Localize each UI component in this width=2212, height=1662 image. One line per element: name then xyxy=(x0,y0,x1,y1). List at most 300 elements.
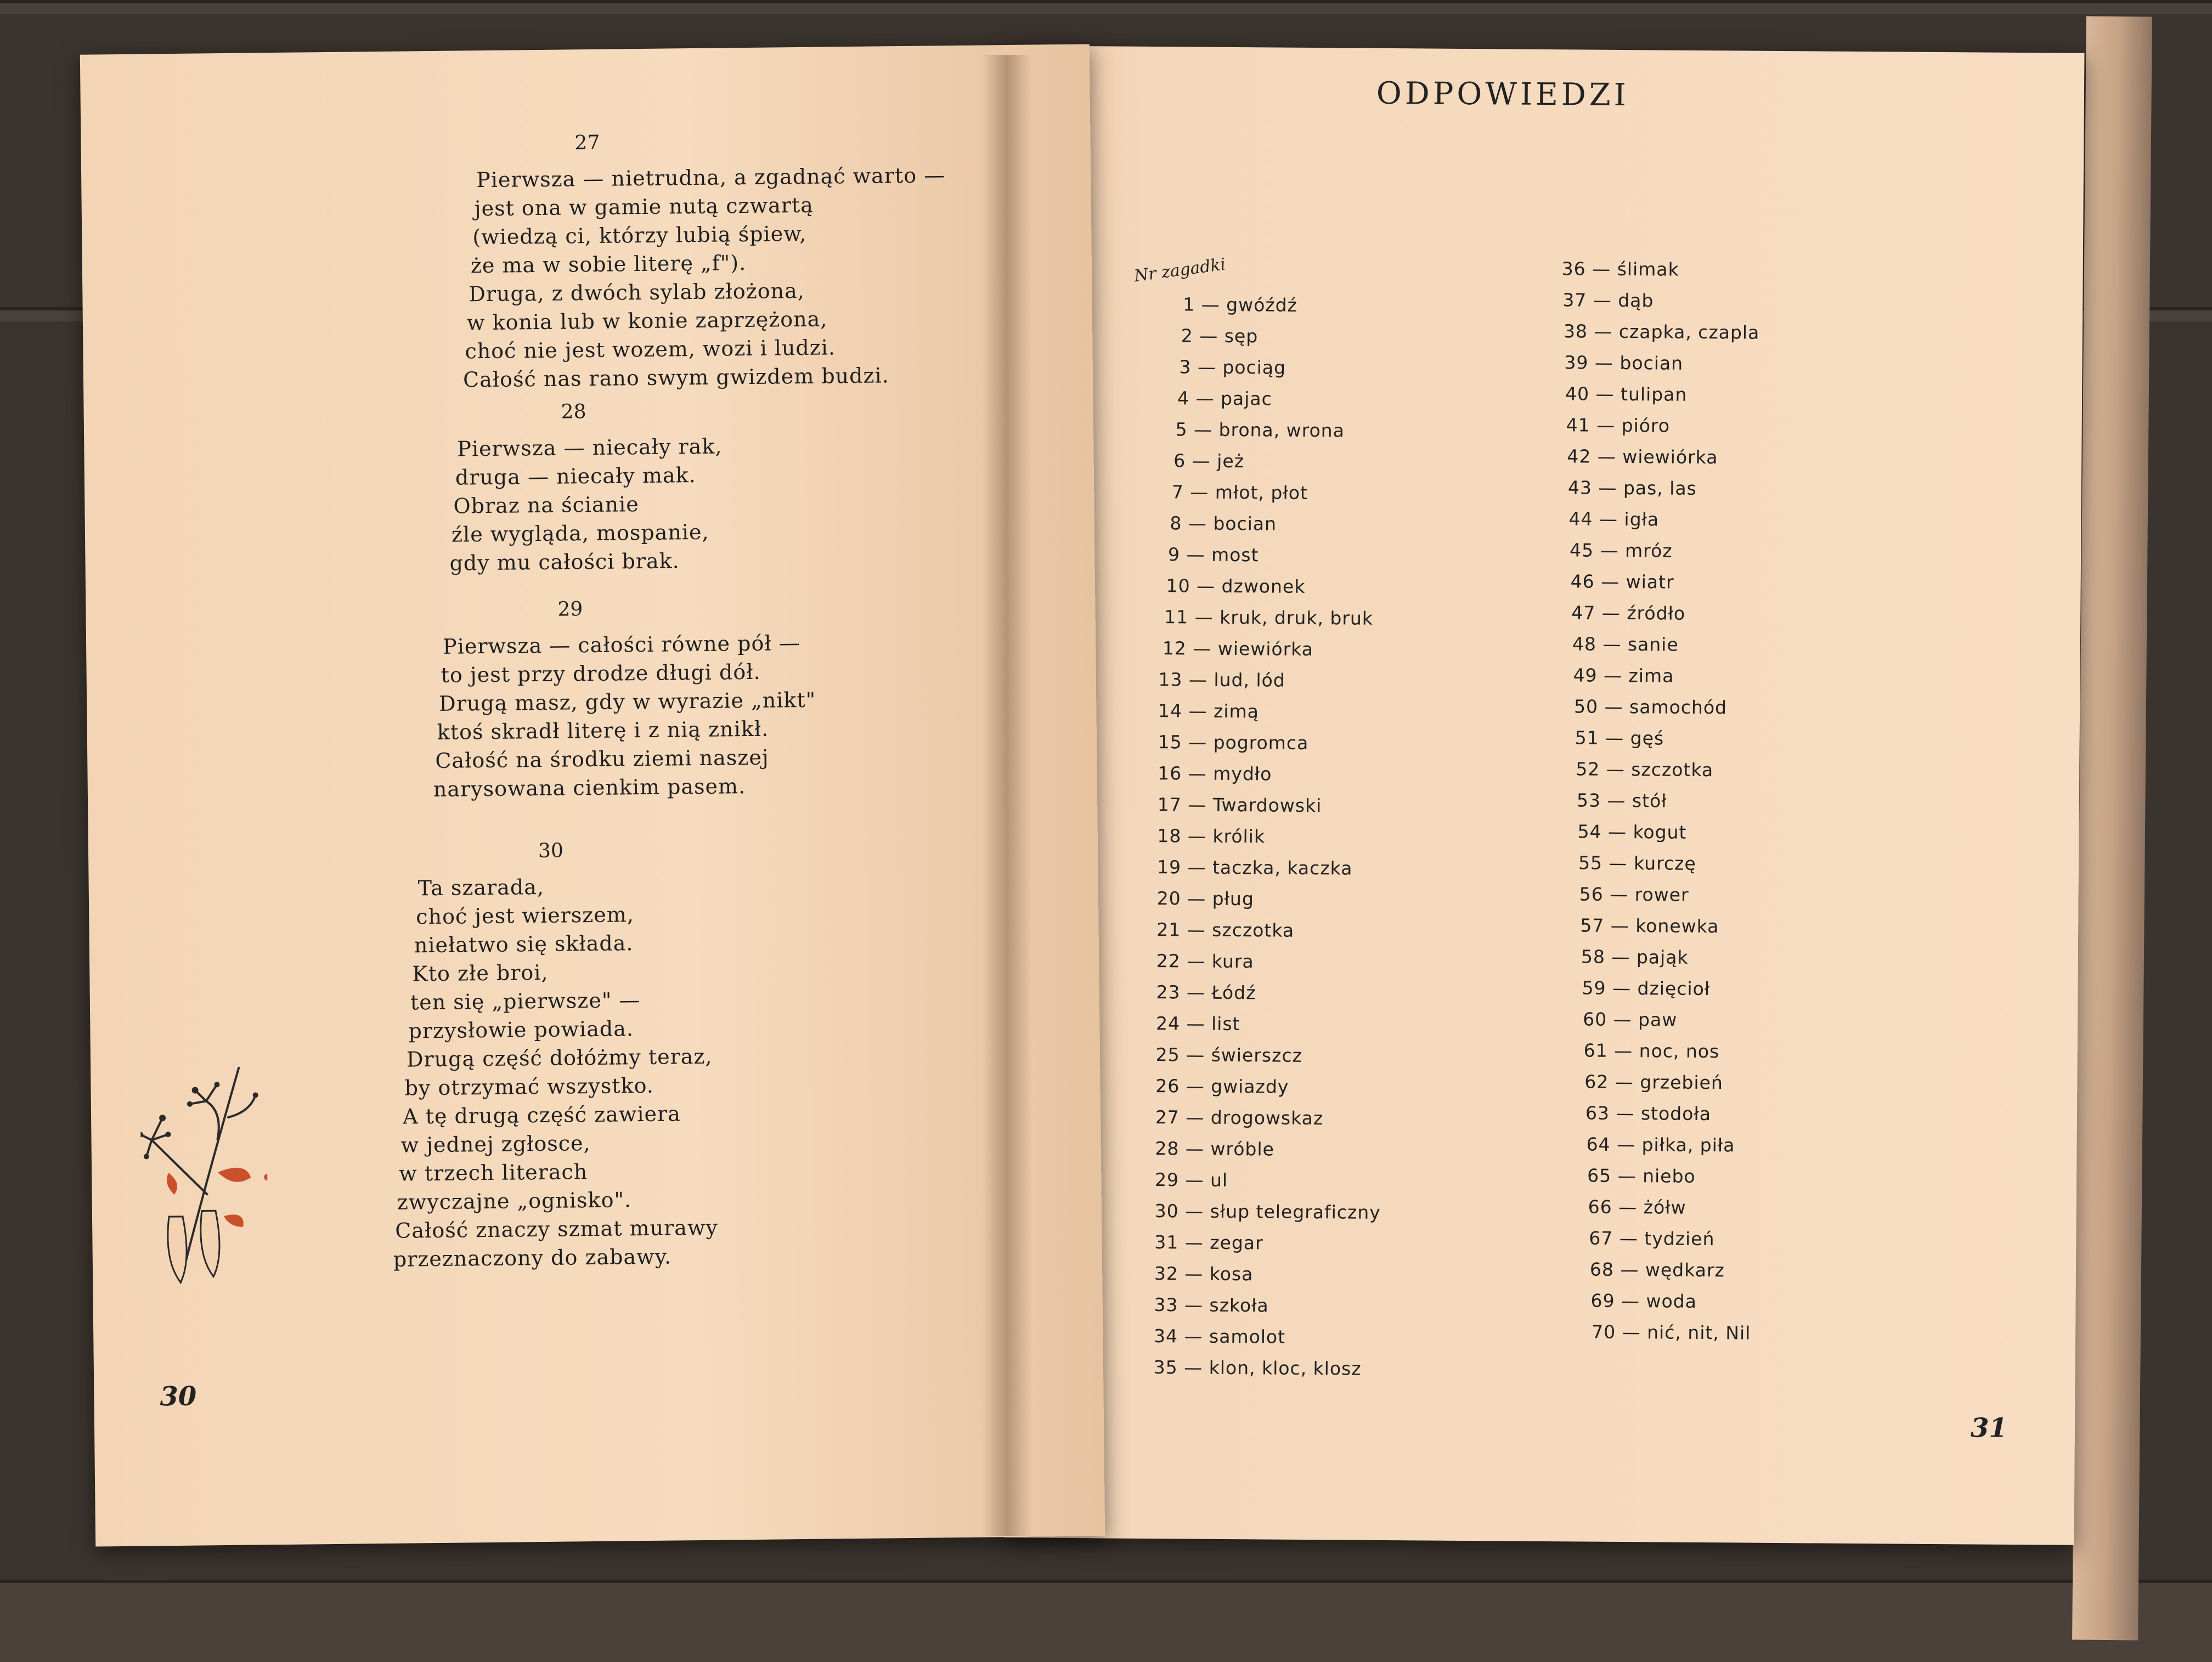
answer-item xyxy=(1156,950,1254,972)
answer-dash: — xyxy=(1612,1196,1644,1218)
answer-text: dąb xyxy=(1618,289,1654,312)
answer-item xyxy=(1584,1071,1723,1094)
answer-item xyxy=(1564,320,1760,343)
answer-dash: — xyxy=(1604,914,1636,937)
book-spine-shadow xyxy=(982,55,1031,1536)
answer-item xyxy=(1577,821,1686,843)
book-page-edges xyxy=(2072,16,2152,1641)
riddle-verse-line: Całość znaczy szmat murawy xyxy=(395,1215,719,1243)
answer-number: 26 xyxy=(1155,1075,1180,1097)
answer-number: 68 xyxy=(1589,1258,1615,1280)
answer-dash: — xyxy=(1591,445,1623,467)
answer-dash: — xyxy=(1607,1039,1639,1062)
answer-item xyxy=(1168,544,1259,566)
riddle-verse-line: Ta szarada, xyxy=(417,874,545,901)
answer-item xyxy=(1156,919,1294,941)
answer-text: sanie xyxy=(1627,634,1679,655)
answer-item xyxy=(1158,700,1259,722)
answer-item xyxy=(1578,852,1696,874)
answer-number: 29 xyxy=(1154,1169,1180,1191)
answer-text: list xyxy=(1211,1013,1240,1035)
answer-dash: — xyxy=(1182,700,1214,722)
answer-dash: — xyxy=(1611,1164,1643,1187)
answer-number: 50 xyxy=(1573,696,1599,717)
answer-number: 40 xyxy=(1565,383,1590,405)
answer-number: 32 xyxy=(1154,1263,1179,1285)
answer-number: 15 xyxy=(1158,731,1182,753)
answer-dash: — xyxy=(1193,325,1224,347)
answer-text: stodoła xyxy=(1640,1103,1712,1125)
answer-number: 21 xyxy=(1156,919,1181,941)
answer-text: zima xyxy=(1628,665,1674,687)
answer-number: 4 xyxy=(1177,387,1190,409)
answer-dash: — xyxy=(1183,481,1215,503)
answer-text: piłka, piła xyxy=(1641,1134,1735,1156)
riddle-verse-line: Pierwsza — nietrudna, a zgadnąć warto — xyxy=(476,163,946,193)
answer-item xyxy=(1572,633,1679,655)
answer-number: 55 xyxy=(1578,852,1603,874)
answer-dash: — xyxy=(1605,946,1637,968)
answer-dash: — xyxy=(1187,419,1219,440)
answer-number: 9 xyxy=(1167,544,1181,566)
answer-number: 28 xyxy=(1155,1138,1180,1160)
answer-number: 46 xyxy=(1570,570,1595,592)
answer-item xyxy=(1158,794,1322,816)
wood-plank xyxy=(0,0,2212,14)
right-page xyxy=(1005,46,2085,1545)
answer-dash: — xyxy=(1613,1227,1645,1250)
answer-item xyxy=(1155,1200,1381,1223)
answer-item xyxy=(1157,856,1353,879)
page-number: 30 xyxy=(160,1381,197,1412)
answer-text: paw xyxy=(1638,1009,1678,1031)
answer-item xyxy=(1582,977,1710,999)
answer-number: 45 xyxy=(1569,539,1594,561)
answer-dash: — xyxy=(1600,789,1633,812)
answer-item xyxy=(1580,914,1719,937)
riddle-verse-line: niełatwo się składa. xyxy=(414,931,634,958)
answer-dash: — xyxy=(1179,1138,1211,1160)
answer-item xyxy=(1568,477,1697,499)
answer-item xyxy=(1585,1103,1711,1125)
answer-number: 6 xyxy=(1173,450,1186,472)
answer-text: tydzień xyxy=(1644,1228,1715,1250)
answer-dash: — xyxy=(1182,731,1214,753)
answer-text: jeż xyxy=(1217,450,1245,472)
answer-number: 49 xyxy=(1573,664,1598,686)
answer-item xyxy=(1154,1294,1269,1316)
answer-item xyxy=(1158,731,1309,754)
answer-number: 56 xyxy=(1579,883,1604,905)
answer-number: 5 xyxy=(1175,419,1188,440)
answer-number: 65 xyxy=(1587,1164,1612,1186)
answer-dash: — xyxy=(1177,1325,1210,1347)
answer-dash: — xyxy=(1186,637,1218,659)
answer-text: słup telegraficzny xyxy=(1210,1200,1381,1223)
answer-number: 34 xyxy=(1153,1325,1178,1347)
answer-text: noc, nos xyxy=(1639,1040,1720,1062)
answer-text: wiewiórka xyxy=(1217,637,1314,660)
riddle-verse-line: Drugą masz, gdy w wyrazie „nikt" xyxy=(439,687,816,716)
left-page xyxy=(80,44,1105,1546)
answer-dash: — xyxy=(1178,1169,1211,1191)
answer-number: 17 xyxy=(1157,794,1182,816)
answer-item xyxy=(1567,445,1718,468)
answer-item xyxy=(1566,414,1671,436)
answer-text: zegar xyxy=(1210,1231,1263,1254)
wood-plank xyxy=(0,1580,2212,1662)
answer-item xyxy=(1173,450,1244,472)
answer-text: rower xyxy=(1634,884,1689,906)
answer-item xyxy=(1158,762,1272,784)
answer-dash: — xyxy=(1191,356,1223,378)
riddle-verse-line: źle wygląda, mospanie, xyxy=(451,519,709,547)
answer-number: 27 xyxy=(1155,1106,1180,1128)
answer-number: 12 xyxy=(1162,637,1187,659)
answer-text: mydło xyxy=(1213,762,1272,785)
answer-number: 42 xyxy=(1567,445,1592,467)
answer-dash: — xyxy=(1178,1263,1210,1285)
answer-number: 47 xyxy=(1571,602,1596,624)
answer-dash: — xyxy=(1596,633,1628,655)
answer-item xyxy=(1183,293,1297,315)
answer-dash: — xyxy=(1181,887,1212,909)
answer-text: zimą xyxy=(1213,700,1260,722)
answer-text: samolot xyxy=(1209,1325,1286,1348)
answer-number: 70 xyxy=(1592,1321,1616,1343)
answer-number: 8 xyxy=(1170,512,1182,534)
answer-number: 52 xyxy=(1576,758,1600,780)
answer-text: taczka, kaczka xyxy=(1212,856,1353,879)
page-number: 31 xyxy=(1970,1412,2007,1444)
answer-number: 11 xyxy=(1164,606,1189,628)
answer-dash: — xyxy=(1182,512,1214,534)
answer-item xyxy=(1157,825,1265,847)
answer-text: królik xyxy=(1212,825,1266,847)
riddle-verse-line: choć nie jest wozem, wozi i ludzi. xyxy=(465,335,836,364)
answer-text: nić, nit, Nil xyxy=(1647,1321,1751,1344)
answer-number: 38 xyxy=(1563,320,1588,342)
answer-item xyxy=(1166,575,1306,597)
answer-text: bocian xyxy=(1213,512,1277,535)
answer-text: wiewiórka xyxy=(1622,445,1718,468)
answer-text: ślimak xyxy=(1617,258,1679,280)
answer-dash: — xyxy=(1593,539,1626,562)
answer-dash: — xyxy=(1590,414,1622,436)
answer-number: 24 xyxy=(1155,1013,1181,1034)
answer-text: sęp xyxy=(1224,325,1259,347)
answer-number: 69 xyxy=(1590,1290,1615,1311)
answer-number: 64 xyxy=(1586,1133,1611,1155)
answer-dash: — xyxy=(1180,950,1212,972)
riddle-verse-line: A tę drugą część zawiera xyxy=(402,1101,681,1129)
riddle-verse-line: druga — niecały mak. xyxy=(455,462,696,490)
answer-text: świerszcz xyxy=(1211,1044,1303,1066)
answer-item xyxy=(1155,1169,1228,1191)
answers-title: ODPOWIEDZI xyxy=(1376,75,1630,114)
answer-text: wiatr xyxy=(1626,571,1674,593)
answer-text: kurczę xyxy=(1633,852,1696,874)
answer-text: wędkarz xyxy=(1645,1259,1725,1281)
answer-item xyxy=(1172,481,1308,504)
answer-text: lud, lód xyxy=(1214,669,1285,691)
answer-item xyxy=(1154,1231,1263,1253)
answer-dash: — xyxy=(1188,606,1220,628)
answer-item xyxy=(1584,1040,1720,1062)
answer-item xyxy=(1176,419,1345,441)
answer-text: most xyxy=(1211,544,1259,566)
answer-item xyxy=(1571,602,1685,624)
answer-text: igła xyxy=(1624,508,1660,530)
answer-number: 18 xyxy=(1157,825,1182,847)
answer-dash: — xyxy=(1178,1294,1210,1316)
answer-dash: — xyxy=(1180,1044,1211,1066)
answer-item xyxy=(1158,669,1285,691)
answer-dash: — xyxy=(1180,1075,1211,1097)
answer-number: 35 xyxy=(1153,1356,1178,1378)
answer-item xyxy=(1156,1044,1302,1066)
answer-item xyxy=(1562,289,1654,311)
answer-text: klon, kloc, klosz xyxy=(1209,1356,1362,1380)
answer-number: 54 xyxy=(1577,821,1602,843)
answer-number: 23 xyxy=(1156,981,1181,1003)
answer-number: 51 xyxy=(1575,727,1599,749)
answer-text: kruk, druk, bruk xyxy=(1220,606,1374,629)
answer-dash: — xyxy=(1587,320,1620,342)
answer-item xyxy=(1579,883,1689,905)
answer-dash: — xyxy=(1599,727,1630,749)
riddle-number: 30 xyxy=(538,839,564,863)
answer-text: dzięcioł xyxy=(1637,977,1711,1000)
answer-item xyxy=(1164,606,1373,629)
riddle-verse-line: narysowana cienkim pasem. xyxy=(433,774,746,802)
answer-number: 43 xyxy=(1567,477,1593,499)
riddle-number-column-label: Nr zagadki xyxy=(1133,255,1227,286)
answer-number: 39 xyxy=(1564,352,1589,374)
answer-dash: — xyxy=(1597,664,1629,687)
answer-dash: — xyxy=(1588,352,1620,374)
answer-text: pas, las xyxy=(1623,477,1697,499)
answer-text: samochód xyxy=(1629,696,1728,719)
answer-number: 33 xyxy=(1154,1294,1178,1316)
answer-item xyxy=(1588,1196,1686,1218)
riddle-verse-line: przeznaczony do zabawy. xyxy=(393,1244,672,1271)
answer-dash: — xyxy=(1180,981,1212,1003)
answer-number: 44 xyxy=(1568,508,1593,530)
answer-item xyxy=(1573,664,1674,686)
answer-text: wróble xyxy=(1210,1138,1275,1160)
answer-item xyxy=(1568,508,1659,530)
answer-dash: — xyxy=(1598,696,1630,718)
answer-dash: — xyxy=(1182,669,1214,691)
answer-dash: — xyxy=(1613,1258,1646,1281)
answer-text: drogowskaz xyxy=(1210,1106,1324,1129)
answer-dash: — xyxy=(1180,544,1212,566)
answer-text: niebo xyxy=(1643,1165,1696,1187)
riddle-verse-line: przysłowie powiada. xyxy=(408,1016,634,1043)
answer-number: 3 xyxy=(1179,356,1192,378)
answer-number: 67 xyxy=(1589,1227,1613,1249)
answer-text: pług xyxy=(1212,887,1254,910)
answer-item xyxy=(1586,1134,1735,1156)
answer-number: 60 xyxy=(1583,1008,1607,1030)
riddle-verse-line: (wiedzą ci, którzy lubią śpiew, xyxy=(472,221,807,250)
riddle-verse-line: w konia lub w konie zaprzężona, xyxy=(466,307,828,335)
answer-dash: — xyxy=(1182,762,1214,784)
answer-text: konewka xyxy=(1635,915,1719,937)
answer-text: ul xyxy=(1210,1169,1228,1191)
riddle-verse-line: ten się „pierwsze" — xyxy=(410,988,641,1015)
answer-item xyxy=(1177,387,1272,409)
answer-number: 62 xyxy=(1584,1071,1609,1093)
answer-dash: — xyxy=(1181,919,1212,941)
answer-text: szczotka xyxy=(1631,759,1714,781)
answer-dash: — xyxy=(1615,1290,1646,1312)
answer-text: kosa xyxy=(1209,1263,1254,1285)
answer-item xyxy=(1583,1009,1677,1031)
answer-item xyxy=(1590,1259,1725,1281)
answer-dash: — xyxy=(1180,1013,1212,1034)
answer-item xyxy=(1570,539,1673,561)
answer-item xyxy=(1154,1263,1254,1285)
answer-dash: — xyxy=(1190,575,1222,597)
answer-dash: — xyxy=(1189,387,1221,409)
answer-number: 36 xyxy=(1561,258,1586,280)
riddle-verse-line: jest ona w gamie nutą czwartą xyxy=(474,193,814,221)
answer-dash: — xyxy=(1178,1200,1210,1222)
answer-dash: — xyxy=(1195,293,1227,315)
riddle-number: 27 xyxy=(574,131,600,155)
answer-number: 59 xyxy=(1582,977,1606,999)
answer-number: 66 xyxy=(1588,1196,1612,1218)
answer-text: pogromca xyxy=(1213,731,1309,754)
answer-text: stół xyxy=(1632,790,1667,812)
answer-number: 30 xyxy=(1154,1200,1179,1222)
answer-text: pająk xyxy=(1636,946,1689,968)
answer-number: 58 xyxy=(1581,946,1606,968)
answer-item xyxy=(1154,1325,1285,1348)
answer-item xyxy=(1592,1321,1751,1344)
answer-number: 10 xyxy=(1166,575,1190,597)
answer-item xyxy=(1181,325,1259,347)
answer-text: woda xyxy=(1646,1290,1697,1312)
answer-text: dzwonek xyxy=(1221,575,1306,597)
answer-dash: — xyxy=(1177,1356,1209,1378)
riddle-number: 29 xyxy=(557,598,583,621)
answer-number: 63 xyxy=(1585,1102,1610,1124)
answer-text: kogut xyxy=(1633,821,1687,843)
answer-item xyxy=(1571,570,1674,592)
answer-number: 19 xyxy=(1156,856,1182,878)
answer-text: pióro xyxy=(1621,414,1671,437)
answer-dash: — xyxy=(1610,1133,1642,1156)
riddle-verse-line: gdy mu całości brak. xyxy=(449,549,680,575)
riddle-number: 28 xyxy=(561,400,586,423)
answer-text: czapka, czapla xyxy=(1618,320,1760,343)
answer-text: gwiazdy xyxy=(1211,1075,1289,1098)
riddle-verse-line: Druga, z dwóch sylab złożona, xyxy=(469,278,805,307)
answer-text: źródło xyxy=(1627,602,1686,624)
answer-text: szkoła xyxy=(1209,1294,1269,1316)
answer-number: 61 xyxy=(1583,1039,1608,1061)
riddle-verse-line: ktoś skradł literę i z nią znikł. xyxy=(437,716,769,744)
answer-dash: — xyxy=(1609,1071,1640,1093)
answer-item xyxy=(1179,356,1286,378)
answer-number: 41 xyxy=(1566,414,1590,436)
answer-text: żółw xyxy=(1643,1196,1686,1218)
answer-dash: — xyxy=(1179,1106,1211,1128)
riddle-verse-line: że ma w sobie literę „f"). xyxy=(470,251,747,278)
answer-dash: — xyxy=(1186,450,1217,472)
answer-dash: — xyxy=(1600,758,1632,781)
riddle-verse-line: Pierwsza — całości równe pół — xyxy=(442,631,800,659)
answer-item xyxy=(1156,1013,1240,1034)
answer-number: 25 xyxy=(1155,1044,1180,1066)
answer-item xyxy=(1163,637,1313,660)
answer-item xyxy=(1587,1165,1696,1187)
answer-item xyxy=(1589,1228,1714,1250)
answer-number: 22 xyxy=(1156,950,1181,972)
answer-dash: — xyxy=(1602,852,1634,874)
answer-item xyxy=(1155,1075,1289,1098)
answer-item xyxy=(1575,727,1664,749)
answer-item xyxy=(1170,512,1277,534)
answer-dash: — xyxy=(1589,383,1621,405)
answer-item xyxy=(1590,1290,1697,1312)
answer-number: 13 xyxy=(1158,669,1183,691)
answer-item xyxy=(1576,758,1713,781)
answer-item xyxy=(1564,352,1683,374)
answer-item xyxy=(1565,383,1688,405)
answer-text: mróz xyxy=(1624,540,1673,562)
answer-text: pociąg xyxy=(1222,356,1286,378)
answer-dash: — xyxy=(1181,825,1213,847)
riddle-verse-line: Pierwsza — niecały rak, xyxy=(457,434,723,461)
answer-item xyxy=(1155,1138,1274,1160)
answer-dash: — xyxy=(1178,1231,1210,1253)
answer-text: bocian xyxy=(1620,352,1684,374)
answer-dash: — xyxy=(1601,821,1633,843)
answer-number: 31 xyxy=(1154,1231,1179,1253)
answer-number: 53 xyxy=(1576,789,1601,811)
answer-dash: — xyxy=(1616,1321,1647,1343)
answer-dash: — xyxy=(1594,570,1626,593)
answer-text: młot, płot xyxy=(1215,481,1308,504)
answer-number: 14 xyxy=(1158,700,1183,722)
answer-text: szczotka xyxy=(1212,919,1295,941)
answer-dash: — xyxy=(1592,477,1624,499)
answer-item xyxy=(1562,258,1679,280)
answer-dash: — xyxy=(1595,602,1627,624)
riddles-list xyxy=(80,44,1090,1271)
answer-number: 37 xyxy=(1562,289,1587,311)
answer-dash: — xyxy=(1585,258,1617,280)
answer-dash: — xyxy=(1607,1008,1639,1031)
answer-text: pajac xyxy=(1220,387,1272,410)
riddle-verse-line: w trzech literach xyxy=(398,1160,588,1186)
flower-sprig-illustration-icon xyxy=(140,1051,269,1296)
answer-dash: — xyxy=(1181,856,1213,878)
answer-number: 48 xyxy=(1572,633,1597,655)
answer-text: brona, wrona xyxy=(1218,419,1345,442)
answer-number: 20 xyxy=(1156,887,1181,909)
answer-dash: — xyxy=(1593,508,1624,530)
riddle-verse-line: Obraz na ścianie xyxy=(453,492,640,518)
answer-text: grzebień xyxy=(1640,1071,1723,1094)
riddle-verse-line: zwyczajne „ognisko". xyxy=(397,1188,632,1214)
answer-number: 7 xyxy=(1171,481,1184,503)
answer-number: 16 xyxy=(1158,762,1182,784)
